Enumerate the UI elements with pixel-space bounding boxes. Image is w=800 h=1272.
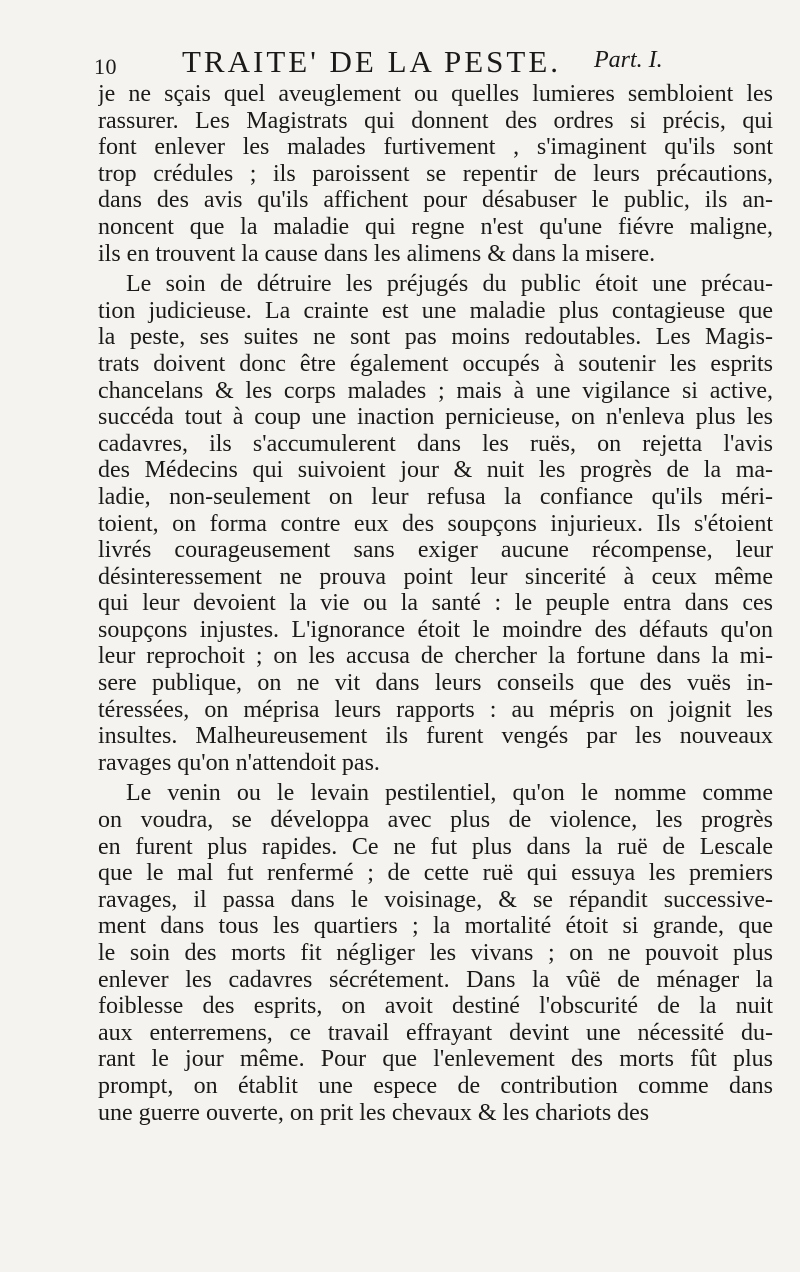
- text-line: le soin des morts fit négliger les vivans ; on ne pouvoit plus: [98, 940, 773, 966]
- paragraph: [98, 81, 773, 267]
- text-line: ils en trouvent la cause dans les alimens & dans la misere.: [98, 240, 656, 267]
- text-line: ladie, non-seulement on leur refusa la confiance qu'ils méri-: [98, 483, 773, 510]
- text-line: soupçons injustes. L'ignorance étoit le moindre des défauts qu'on: [98, 616, 773, 643]
- text-line: tion judicieuse. La crainte est une maladie plus contagieuse que: [98, 297, 773, 324]
- text-line: en furent plus rapides. Ce ne fut plus dans la ruë de Lescale: [98, 833, 773, 860]
- text-line: insultes. Malheureusement ils furent vengés par les nouveaux: [98, 723, 773, 750]
- text-line: Le venin ou le levain pestilentiel, qu'on le nomme comme: [126, 780, 773, 807]
- paragraph: [98, 780, 773, 1126]
- paragraph: [98, 271, 773, 776]
- text-line: trats doivent donc être également occupés à soutenir les esprits: [98, 350, 773, 377]
- text-line: chancelans & les corps malades ; mais à une vigilance si active,: [98, 377, 773, 404]
- text-line: enlever les cadavres sécrétement. Dans la vûë de ménager la: [98, 966, 773, 993]
- text-line: leur reprochoit ; on les accusa de chercher la fortune dans la mi-: [98, 643, 773, 670]
- text-line: foiblesse des esprits, on avoit destiné l'obscurité de la nuit: [98, 993, 773, 1020]
- text-line: désinteressement ne prouva point leur sincerité à ceux même: [98, 563, 773, 590]
- text-line: font enlever les malades furtivement , s'imaginent qu'ils sont: [98, 134, 773, 161]
- text-line: cadavres, ils s'accumulerent dans les ruës, on rejetta l'avis: [98, 430, 773, 457]
- text-line: sere publique, on ne vit dans leurs conseils que des vuës in-: [98, 670, 773, 697]
- text-line: aux enterremens, ce travail effrayant devint une nécessité du-: [98, 1019, 773, 1046]
- text-line: rant le jour même. Pour que l'enlevement des morts fût plus: [98, 1046, 773, 1073]
- text-line: qui leur devoient la vie ou la santé : le peuple entra dans ces: [98, 590, 773, 617]
- text-line: une guerre ouverte, on prit les chevaux & les chariots des: [98, 1099, 650, 1126]
- text-line: noncent que la maladie qui regne n'est qu'une fiévre maligne,: [98, 213, 773, 240]
- text-line: toient, on forma contre eux des soupçons injurieux. Ils s'étoient: [98, 510, 773, 537]
- text-line: ravages qu'on n'attendoit pas.: [98, 749, 380, 776]
- text-line: je ne sçais quel aveuglement ou quelles lumieres sembloient les: [98, 81, 773, 107]
- text-line: livrés courageusement sans exiger aucune récompense, leur: [98, 537, 773, 564]
- text-line: la peste, ses suites ne sont pas moins redoutables. Les Magis-: [98, 324, 773, 351]
- text-line: que le mal fut renfermé ; de cette ruë qui essuya les premiers: [98, 860, 773, 887]
- text-line: Le soin de détruire les préjugés du public étoit une précau-: [126, 271, 773, 298]
- text-line: dans des avis qu'ils affichent pour désabuser le public, ils an-: [98, 187, 773, 214]
- text-line: des Médecins qui suivoient jour & nuit les progrès de la ma-: [98, 457, 773, 484]
- text-line: rassurer. Les Magistrats qui donnent des ordres si précis, qui: [98, 107, 773, 134]
- text-line: prompt, on établit une espece de contribution comme dans: [98, 1072, 773, 1099]
- text-line: ment dans tous les quartiers ; la mortalité étoit si grande, que: [98, 913, 773, 940]
- running-title: TRAITE' DE LA PESTE.: [182, 44, 562, 79]
- text-body: [98, 81, 773, 1126]
- page-number: 10: [94, 54, 117, 79]
- text-line: ravages, il passa dans le voisinage, & se répandit successive-: [98, 886, 773, 913]
- text-line: trop crédules ; ils paroissent se repentir de leurs précautions,: [98, 160, 773, 187]
- text-line: on voudra, se développa avec plus de violence, les progrès: [98, 807, 773, 834]
- text-line: téressées, on méprisa leurs rapports : au mépris on joignit les: [98, 696, 773, 723]
- part-label: Part. I.: [594, 47, 663, 73]
- text-line: succéda tout à coup une inaction pernicieuse, on n'enleva plus les: [98, 404, 773, 431]
